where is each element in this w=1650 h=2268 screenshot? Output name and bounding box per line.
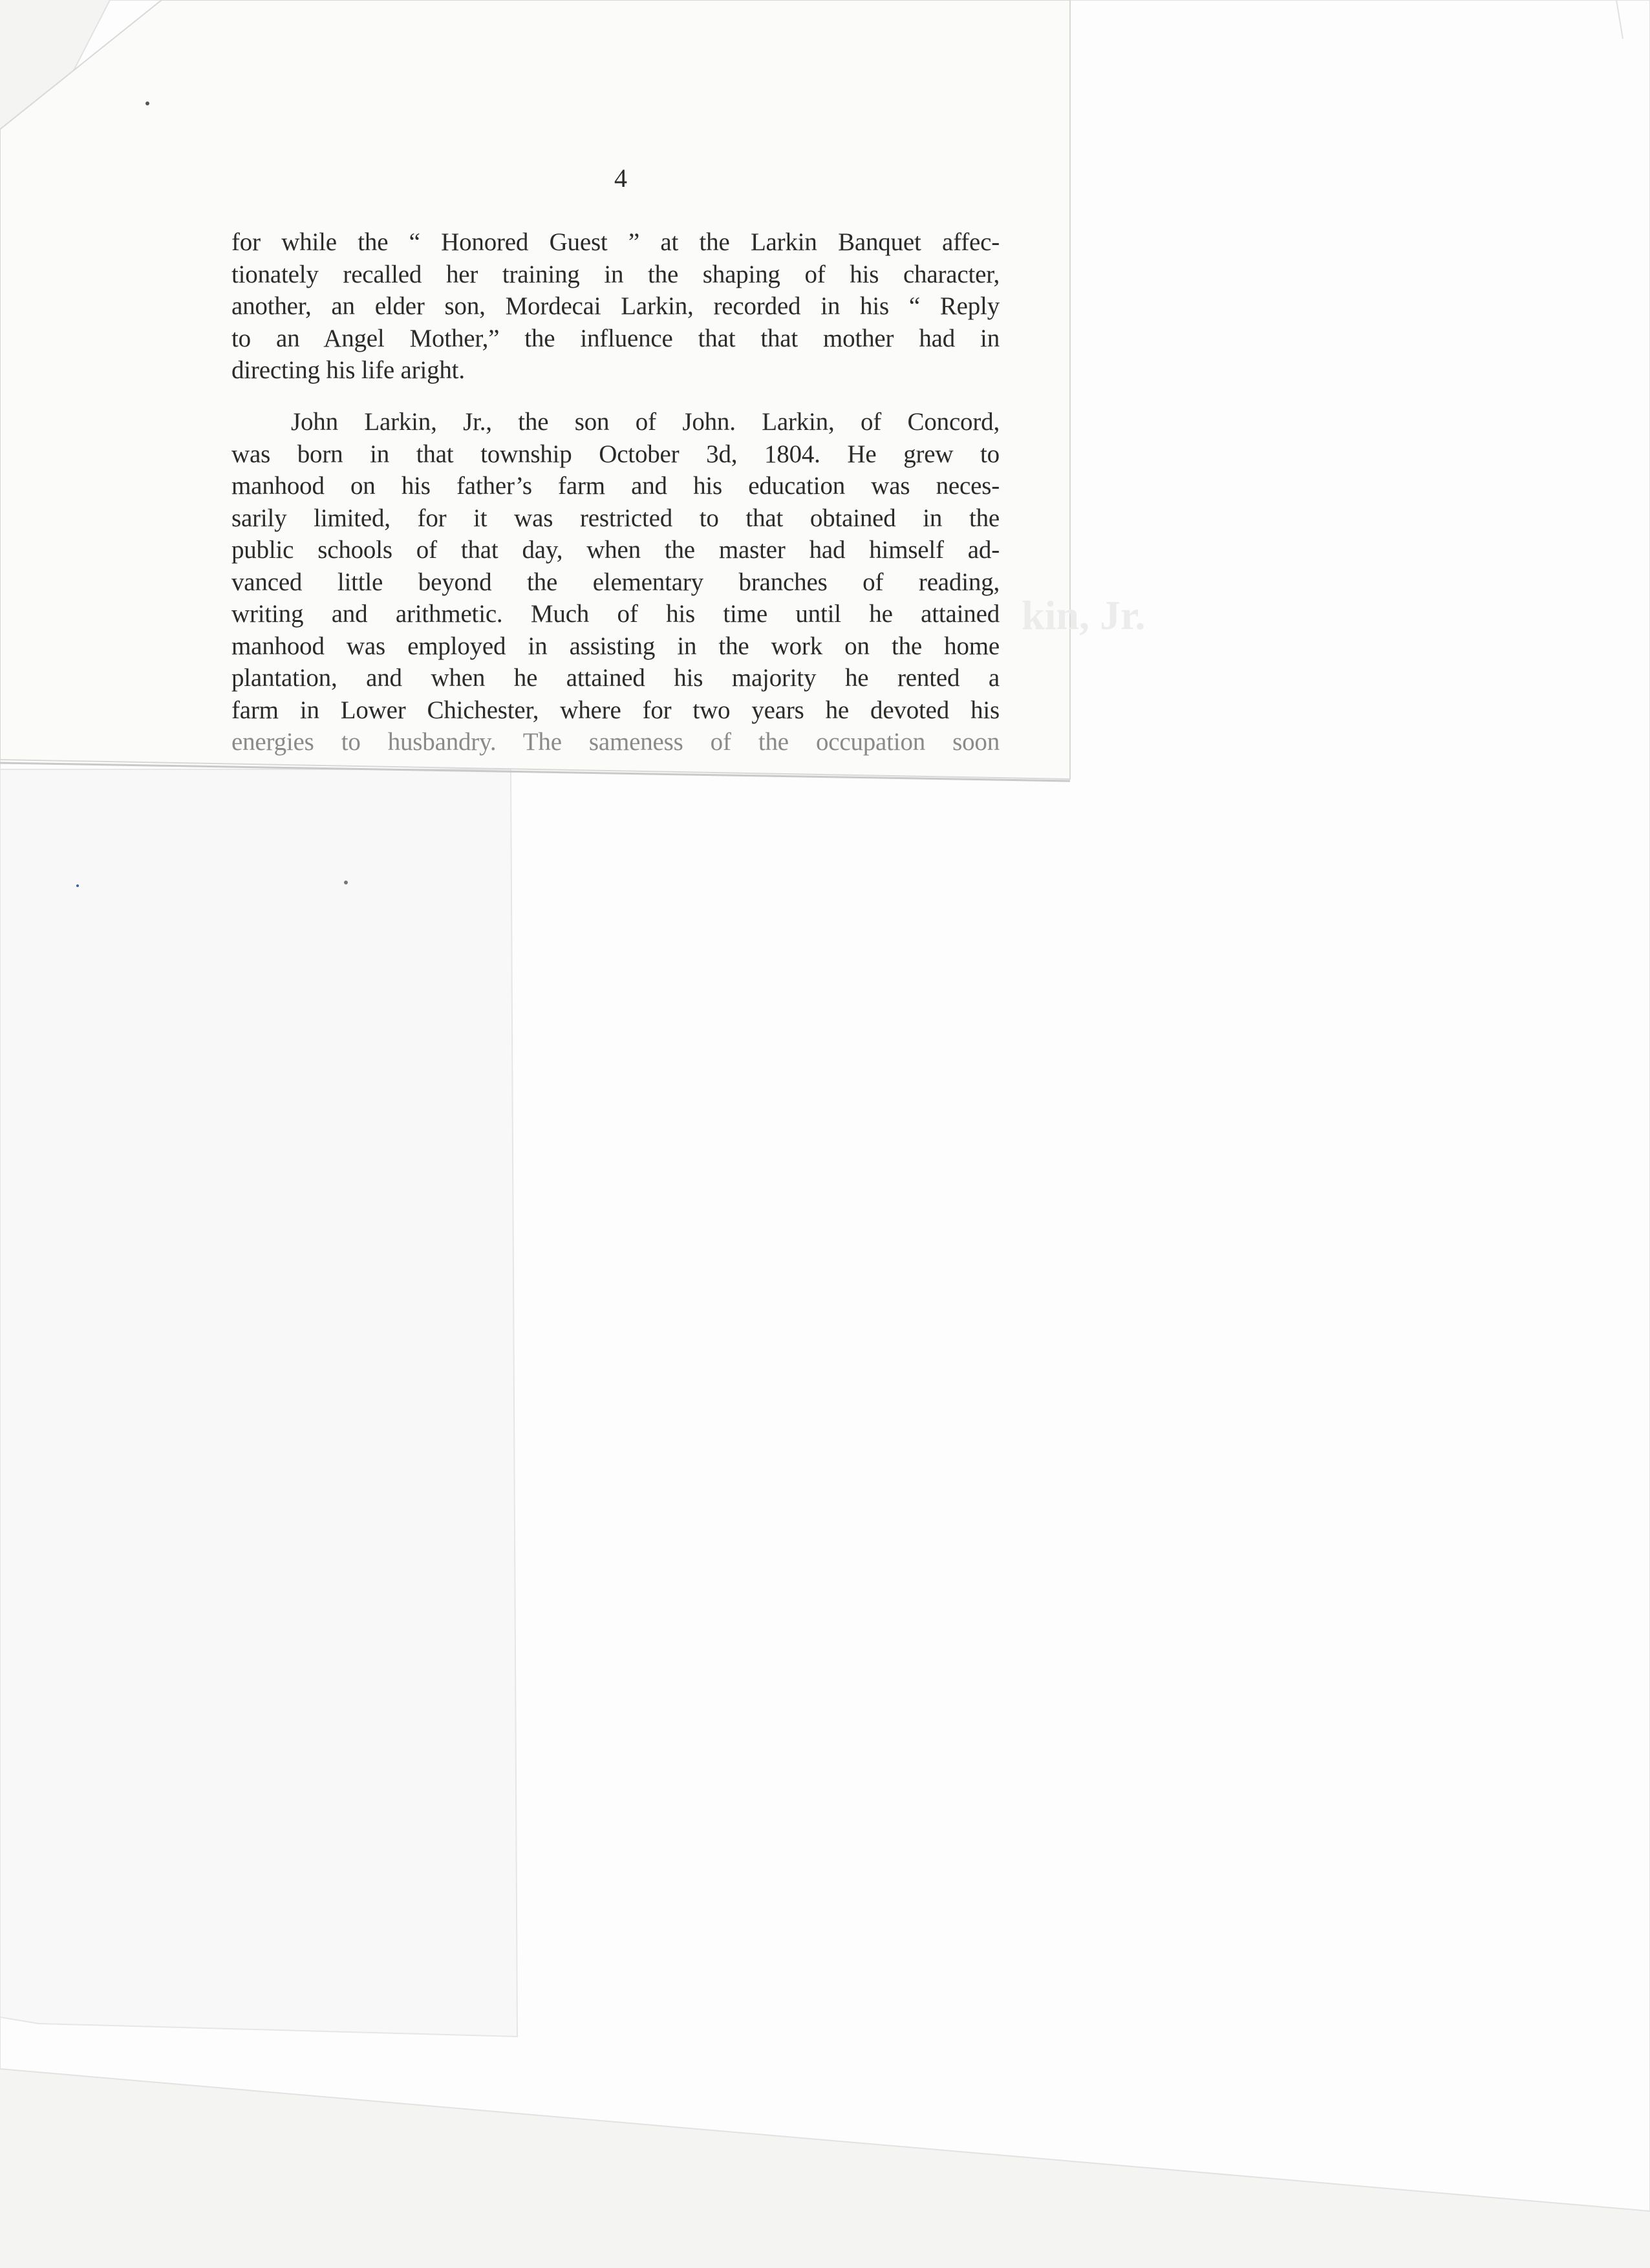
under-page-left [0,769,517,2037]
text-line: public schools of that day, when the master had himself ad- [231,536,1000,564]
text-line: manhood on his father’s farm and his education was neces- [231,472,1000,500]
text-line: farm in Lower Chichester, where for two years he devoted his [231,696,1000,724]
text-line: John Larkin, Jr., the son of John. Larkin, of Concord, [291,408,1000,436]
text-line: directing his life aright. [231,356,465,384]
text-line: tionately recalled her training in the shaping of his character, [231,260,1000,288]
text-line: energies to husbandry. The sameness of the occupation soon [231,728,1000,756]
text-line: to an Angel Mother,” the influence that that mother had in [231,324,1000,352]
text-line: another, an elder son, Mordecai Larkin, recorded in his “ Reply [231,292,1000,320]
bleed-through-heading: kin, Jr. [1022,592,1146,638]
text-line: for while the “ Honored Guest ” at the Larkin Banquet affec- [231,228,1000,256]
text-line: writing and arithmetic. Much of his time until he attained [231,600,1000,628]
paragraph-2 [231,406,1000,758]
paragraph-1 [231,226,1000,387]
text-line: sarily limited, for it was restricted to that obtained in the [231,504,1000,532]
text-line: was born in that township October 3d, 1804. He grew to [231,440,1000,468]
page-number: 4 [614,164,627,193]
text-line: vanced little beyond the elementary branches of reading, [231,568,1000,596]
text-line: plantation, and when he attained his majority he rented a [231,664,1000,692]
text-line: manhood was employed in assisting in the work on the home [231,632,1000,660]
